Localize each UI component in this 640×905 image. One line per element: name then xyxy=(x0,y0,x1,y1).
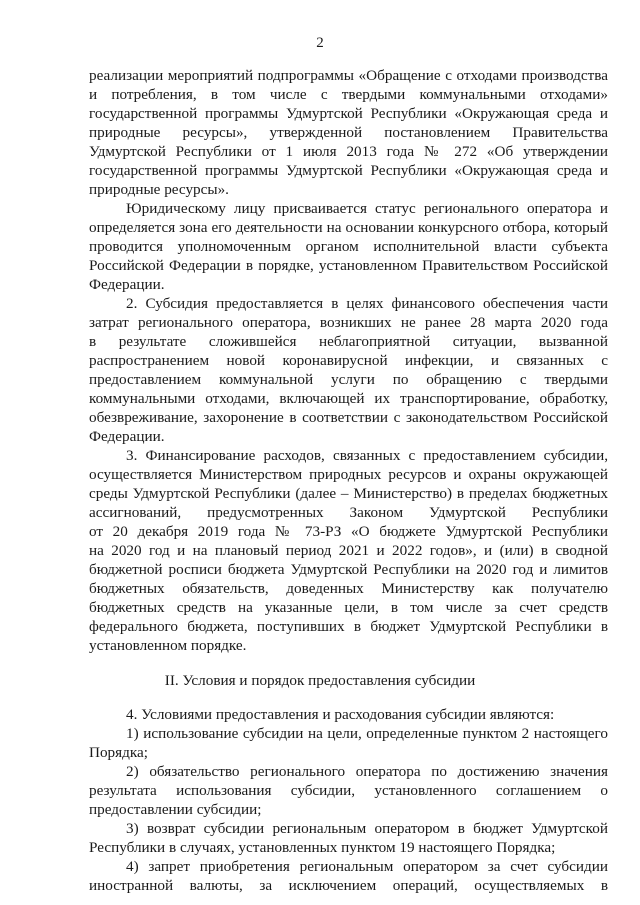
text-line: определяется зона его деятельности на основании конкурсного отбора, который xyxy=(89,219,608,236)
text-line: затрат регионального оператора, возникших не ранее 28 марта 2020 года xyxy=(89,314,608,331)
text-line: результата использования субсидии, установленного соглашением о xyxy=(89,782,608,799)
text-line: проводится уполномоченным органом исполнительной власти субъекта xyxy=(89,238,608,255)
text-line: и потребления, в том числе с твердыми коммунальными отходами» xyxy=(89,86,608,103)
text-line: предоставлением коммунальной услуги по обращению с твердыми xyxy=(89,371,608,388)
text-line: федерального бюджета, поступивших в бюджет Удмуртской Республики в xyxy=(89,618,608,635)
section-heading: II. Условия и порядок предоставления субсидии xyxy=(164,672,476,689)
text-line: предоставлении субсидии; xyxy=(89,801,262,818)
text-line: государственной программы Удмуртской Республики «Окружающая среда и xyxy=(89,105,608,122)
text-line: на 2020 год и на плановый период 2021 и 2022 годов», и (или) в сводной xyxy=(89,542,608,559)
text-line: 2) обязательство регионального оператора по достижению значения xyxy=(126,763,608,780)
text-line: бюджетных средств на указанные цели, в том числе за счет средств xyxy=(89,599,608,616)
text-line: Российской Федерации в порядке, установленном Правительством Российской xyxy=(89,257,608,274)
text-line: природные ресурсы». xyxy=(89,181,229,198)
page-number: 2 xyxy=(316,35,324,51)
text-line: обезвреживание, захоронение в соответствии с законодательством Российской xyxy=(89,409,608,426)
text-line: установленном порядке. xyxy=(89,637,247,654)
text-line: природные ресурсы», утвержденной постановлением Правительства xyxy=(89,124,608,141)
text-line: в результате сложившейся неблагоприятной ситуации, вызванной xyxy=(89,333,608,350)
text-line: 3) возврат субсидии региональным оператором в бюджет Удмуртской xyxy=(126,820,608,837)
text-line: Юридическому лицу присваивается статус регионального оператора и xyxy=(126,200,608,217)
text-line: 4. Условиями предоставления и расходования субсидии являются: xyxy=(126,706,555,723)
text-line: осуществляется Министерством природных ресурсов и охраны окружающей xyxy=(89,466,608,483)
text-line: Порядка; xyxy=(89,744,148,761)
text-line: бюджетной росписи бюджета Удмуртской Республики на 2020 год и лимитов xyxy=(89,561,608,578)
text-line: реализации мероприятий подпрограммы «Обращение с отходами производства xyxy=(89,67,608,84)
text-line: Федерации. xyxy=(89,428,165,445)
text-line: 1) использование субсидии на цели, определенные пунктом 2 настоящего xyxy=(126,725,608,742)
text-line: ассигнований, предусмотренных Законом Удмуртской Республики xyxy=(89,504,608,521)
text-line: 2. Субсидия предоставляется в целях финансового обеспечения части xyxy=(126,295,608,312)
text-line: от 20 декабря 2019 года № 73-РЗ «О бюджете Удмуртской Республики xyxy=(89,523,608,540)
text-line: бюджетных обязательств, доведенных Министерству как получателю xyxy=(89,580,608,597)
text-line: коммунальными отходами, включающей их транспортирование, обработку, xyxy=(89,390,608,407)
text-line: Удмуртской Республики от 1 июля 2013 года № 272 «Об утверждении xyxy=(89,143,608,160)
text-line: Республики в случаях, установленных пунктом 19 настоящего Порядка; xyxy=(89,839,556,856)
text-line: среды Удмуртской Республики (далее – Министерство) в пределах бюджетных xyxy=(89,485,608,502)
text-line: 3. Финансирование расходов, связанных с предоставлением субсидии, xyxy=(126,447,608,464)
text-line: государственной программы Удмуртской Республики «Окружающая среда и xyxy=(89,162,608,179)
text-line: иностранной валюты, за исключением операций, осуществляемых в xyxy=(89,877,608,894)
text-line: распространением новой коронавирусной инфекции, и связанных с xyxy=(89,352,608,369)
text-line: Федерации. xyxy=(89,276,165,293)
text-line: 4) запрет приобретения региональным оператором за счет субсидии xyxy=(126,858,608,875)
